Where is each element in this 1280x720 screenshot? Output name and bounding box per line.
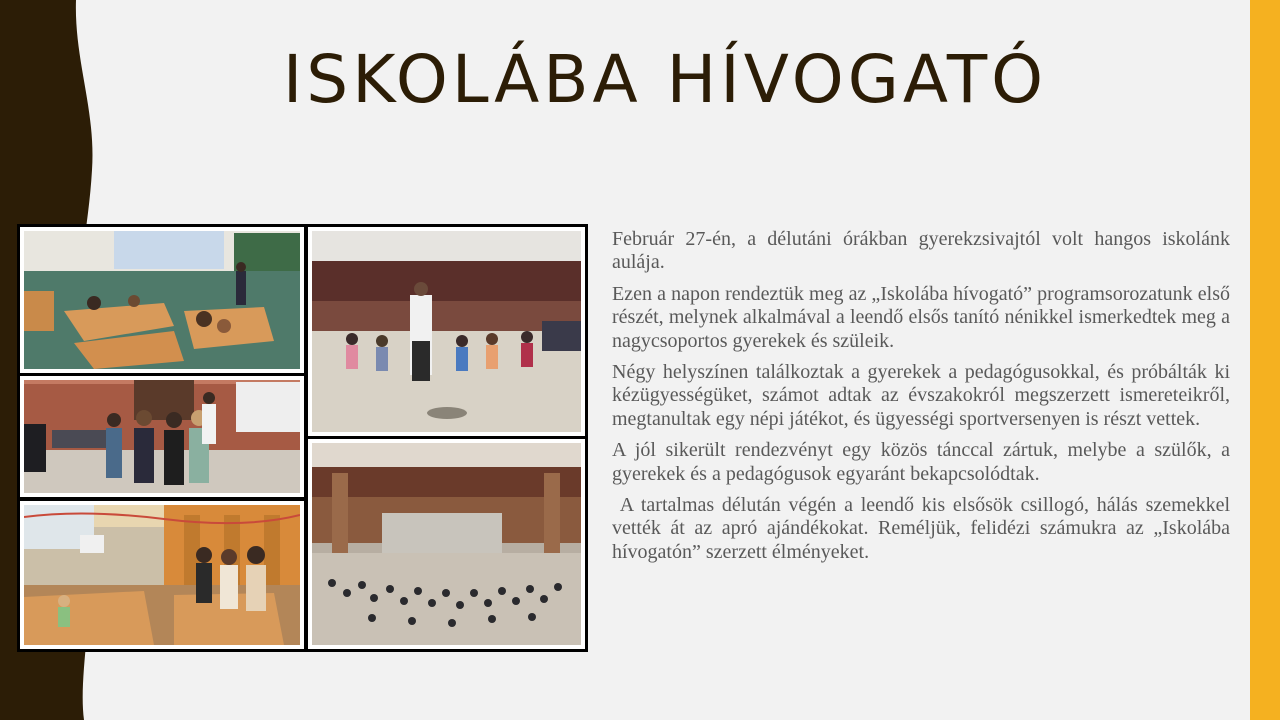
photo-main-hall — [308, 439, 585, 649]
photo-brick-room — [20, 376, 304, 497]
paragraph-2: Ezen a napon rendeztük meg az „Iskolába hívogató” programsorozatunk első részét, melynek alkalmával a leendő elsős tanító nénikkel ismerkedtek meg a nagycsoportos gyerekek és szüleik. — [612, 282, 1230, 352]
slide-title: ISKOLÁBA HÍVOGATÓ — [282, 41, 1048, 118]
paragraph-3: Négy helyszínen találkoztak a gyerekek a pedagógusokkal, és próbálták ki kézügyességüket, számot adtak az évszakokról megszerzett ismereteikről, megtanultak egy népi játékot, és ügyességi sportversenyen is részt vettek. — [612, 361, 1230, 430]
paragraph-4: A jól sikerült rendezvényt egy közös tánccal zártuk, melybe a szülők, a gyerekek és a pedagógusok egyaránt bekapcsolódtak. — [612, 439, 1230, 485]
right-decorative-band — [1250, 0, 1280, 720]
photo-hall-dance — [308, 227, 585, 436]
article-text — [612, 228, 1235, 572]
paragraph-5: A tartalmas délután végén a leendő kis elsősök csillogó, hálás szemekkel vették át az apró ajándékokat. Reméljük, felidézi számukra az „Iskolába hívogatón” szerzett élményeket. — [612, 494, 1235, 563]
paragraph-1: Február 27-én, a délutáni órákban gyerekzsivajtól volt hangos iskolánk aulája. — [612, 228, 1230, 274]
photo-collage — [17, 224, 588, 652]
photo-classroom — [20, 227, 304, 373]
photo-decorated-classroom — [20, 501, 304, 649]
